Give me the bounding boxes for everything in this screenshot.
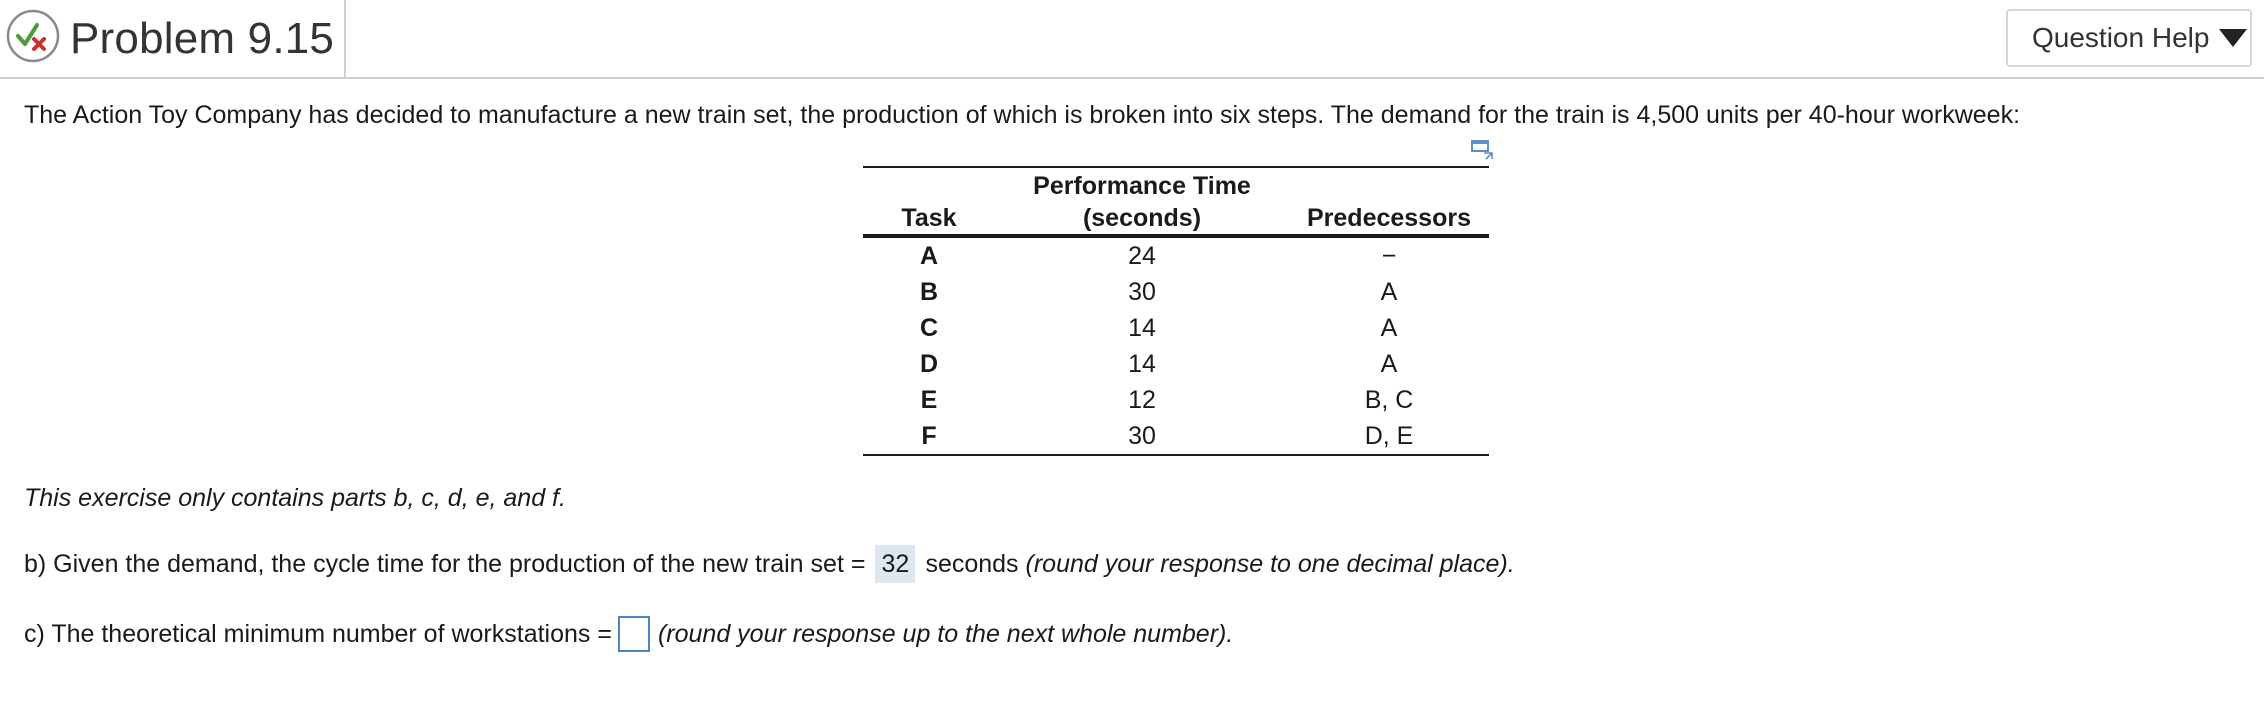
task-cell: C [919, 314, 939, 342]
table-row [863, 236, 1489, 274]
predecessor-cell: D, E [1364, 422, 1414, 450]
question-part-c [24, 614, 1233, 654]
time-header-line2: (seconds) [1082, 204, 1202, 232]
page-title: Problem 9.15 [70, 13, 335, 63]
problem-statement: The Action Toy Company has decided to manufacture a new train set, the production of which is broken into six steps. The demand for the train is 4,500 units per 40-hour workweek: [24, 101, 2021, 129]
caret-down-icon [2219, 29, 2247, 47]
title-container [70, 0, 346, 77]
problem-header [0, 0, 2264, 79]
question-help-label: Question Help [2032, 22, 2210, 53]
predecessor-cell: B, C [1364, 386, 1414, 414]
time-cell: 30 [1128, 422, 1156, 450]
predecessor-cell: A [1380, 350, 1398, 378]
part-c-answer-input[interactable] [618, 616, 650, 652]
time-cell: 14 [1128, 350, 1156, 378]
table-header-row [863, 167, 1489, 236]
task-cell: E [920, 386, 938, 414]
task-header: Task [901, 204, 957, 232]
table-row [863, 346, 1489, 382]
predecessors-header: Predecessors [1306, 204, 1471, 232]
time-cell: 24 [1128, 242, 1156, 270]
table-row [863, 274, 1489, 310]
predecessor-cell: − [1381, 242, 1397, 270]
part-c-prefix: c) The theoretical minimum number of workstations = [24, 619, 612, 648]
part-b-prefix: b) Given the demand, the cycle time for the production of the new train set = [24, 549, 866, 578]
expand-table-icon[interactable] [1470, 139, 1494, 161]
time-header [995, 167, 1289, 236]
partial-correct-icon [5, 8, 61, 64]
task-cell: F [921, 422, 937, 450]
table-row [863, 382, 1489, 418]
task-cell: B [919, 278, 939, 306]
table-row [863, 418, 1489, 455]
task-cell: D [919, 350, 939, 378]
time-cell: 12 [1128, 386, 1156, 414]
question-part-b [24, 544, 1515, 584]
part-b-hint: (round your response to one decimal place). [1025, 549, 1515, 578]
time-cell: 30 [1128, 278, 1156, 306]
question-help-button[interactable] [2006, 9, 2252, 67]
exercise-note: This exercise only contains parts b, c, d, e, and f. [24, 484, 566, 512]
predecessor-cell: A [1380, 278, 1398, 306]
time-header-line1: Performance Time [1033, 172, 1251, 200]
table-row [863, 310, 1489, 346]
predecessor-cell: A [1380, 314, 1398, 342]
part-b-answer-field[interactable]: 32 [875, 545, 915, 583]
time-cell: 14 [1128, 314, 1156, 342]
part-b-unit: seconds [925, 549, 1019, 578]
part-c-hint: (round your response up to the next whole number). [657, 619, 1234, 648]
task-cell: A [919, 242, 939, 270]
task-table [863, 166, 1489, 456]
